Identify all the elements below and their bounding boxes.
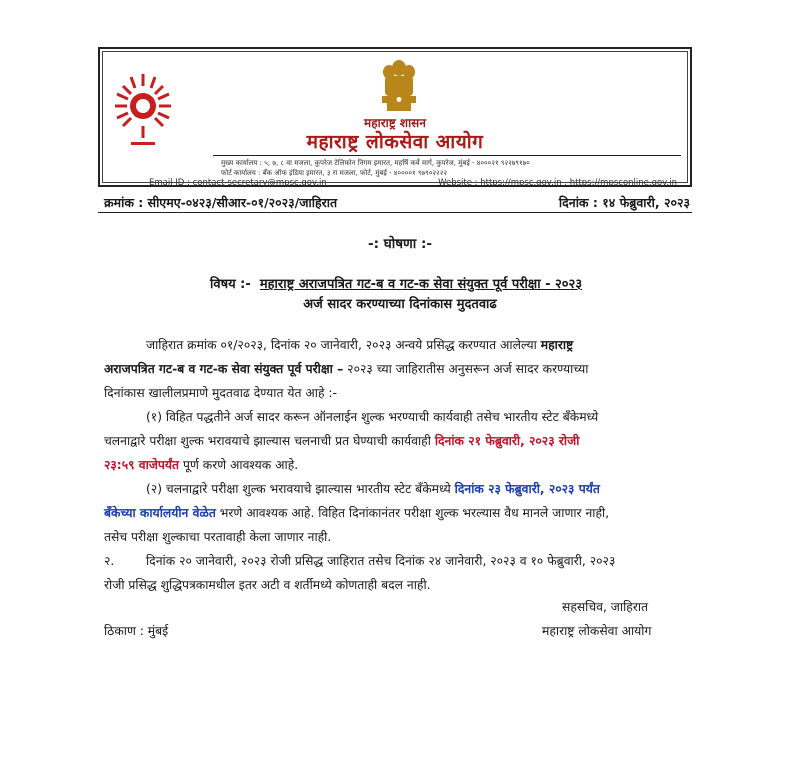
subject-label: विषय :- — [210, 277, 251, 292]
contact-line — [149, 178, 677, 188]
point-1-line-2 — [104, 429, 579, 453]
head-office-address: मुख्य कार्यालय : ५, ७, ८ वा मजला, कुपरेज टेलिफोन निगम इमारत, महर्षि कर्वे मार्ग, कुपरेज, मुंबई - ४०००२१ ९२२७९१७० — [221, 159, 530, 167]
deadline-date-1: दिनांक २१ फेब्रुवारी, २०२३ रोजी — [434, 434, 580, 448]
title-divider — [213, 155, 681, 156]
government-title: महाराष्ट्र शासन — [364, 116, 426, 130]
point-3-line-2: रोजी प्रसिद्ध शुद्धिपत्रकामधील इतर अटी व शर्तीमध्ये कोणताही बदल नाही. — [104, 578, 431, 592]
intro-text-a: जाहिरात क्रमांक ०१/२०२३, दिनांक २० जानेवारी, २०२३ अन्वये प्रसिद्ध करण्यात आलेल्या — [146, 338, 541, 352]
point-1-line-1: (१) विहित पद्धतीने अर्ज सादर करून ऑनलाईन शुल्क भरण्याची कार्यवाही तसेच भारतीय स्टेट बँकेमध्ये — [146, 410, 599, 424]
letterhead — [98, 47, 692, 187]
subject-text: महाराष्ट्र अराजपत्रित गट-ब व गट-क सेवा संयुक्त पूर्व परीक्षा - २०२३ — [259, 277, 583, 292]
point-2-line-2 — [104, 501, 609, 525]
bank-hours: बँकेच्या कार्यालयीन वेळेत — [104, 506, 216, 520]
point-1-text: चलनाद्वारे परीक्षा शुल्क भरावयाचे झाल्यास चलनाची प्रत घेण्याची कार्यवाही — [104, 434, 435, 448]
reference-line — [104, 194, 690, 211]
deadline-date-2: दिनांक २३ फेब्रुवारी, २०२३ पर्यंत — [454, 482, 600, 496]
letterhead-frame — [102, 51, 688, 188]
email-id: Email ID : contact-secretary@mpsc.gov.in — [149, 178, 327, 188]
fort-office-address: फोर्ट कार्यालय : बँक ऑफ इंडिया इमारत, ३ रा मजला, फोर्ट, मुंबई - ४००००१ ९७९०२२२२ — [221, 169, 447, 177]
intro-line-3: दिनांकास खालीलप्रमाणे मुदतवाढ देण्यात येत आहे :- — [104, 386, 338, 400]
point-3-line-1: दिनांक २० जानेवारी, २०२३ रोजी प्रसिद्ध जाहिरात तसेच दिनांक २४ जानेवारी, २०२३ व १० फेब्रुवारी, २०२३ — [146, 554, 616, 568]
deadline-time-1: २३:५९ वाजेपर्यंत — [104, 458, 180, 472]
point-2-text-mid: भरणे आवश्यक आहे. विहित दिनांकानंतर परीक्षा शुल्क भरल्यास वैध मानले जाणार नाही, — [215, 506, 610, 520]
reference-number: क्रमांक : सीएमए-०४२३/सीआर-०१/२०२३/जाहिरात — [104, 195, 338, 210]
intro-line-1 — [146, 333, 573, 357]
signatory-organisation: महाराष्ट्र लोकसेवा आयोग — [542, 624, 652, 638]
notice-heading: -: घोषणा :- — [368, 236, 432, 252]
intro-text-d: २०२३ च्या जाहिरातीस अनुसरून अर्ज सादर करण्याच्या — [343, 362, 589, 376]
reference-divider — [98, 212, 692, 213]
website: Website : https://mpsc.gov.in , https://mpsconline.gov.in — [438, 178, 677, 188]
ashoka-emblem-icon — [374, 58, 424, 114]
intro-line-2 — [104, 357, 588, 381]
point-3-number: २. — [104, 554, 115, 568]
commission-title: महाराष्ट्र लोकसेवा आयोग — [306, 131, 484, 153]
intro-text-b: महाराष्ट्र — [540, 338, 574, 352]
point-1-text-end: पूर्ण करणे आवश्यक आहे. — [179, 458, 299, 472]
point-2-line-3: तसेच परीक्षा शुल्काचा परतावाही केला जाणार नाही. — [104, 530, 332, 544]
point-2-text: (२) चलनाद्वारे परीक्षा शुल्क भरावयाचे झाल्यास भारतीय स्टेट बँकेमध्ये — [146, 482, 455, 496]
point-1-line-3 — [104, 453, 298, 477]
subject-line — [210, 274, 582, 292]
intro-text-c: अराजपत्रित गट-ब व गट-क सेवा संयुक्त पूर्व परीक्षा – — [104, 362, 344, 376]
point-2-line-1 — [146, 477, 600, 501]
reference-date: दिनांक : १४ फेब्रुवारी, २०२३ — [558, 195, 690, 210]
subject-subtitle: अर्ज सादर करण्याच्या दिनांकास मुदतवाढ — [303, 297, 497, 312]
place: ठिकाण : मुंबई — [104, 624, 169, 638]
signatory-title: सहसचिव, जाहिरात — [562, 600, 649, 614]
